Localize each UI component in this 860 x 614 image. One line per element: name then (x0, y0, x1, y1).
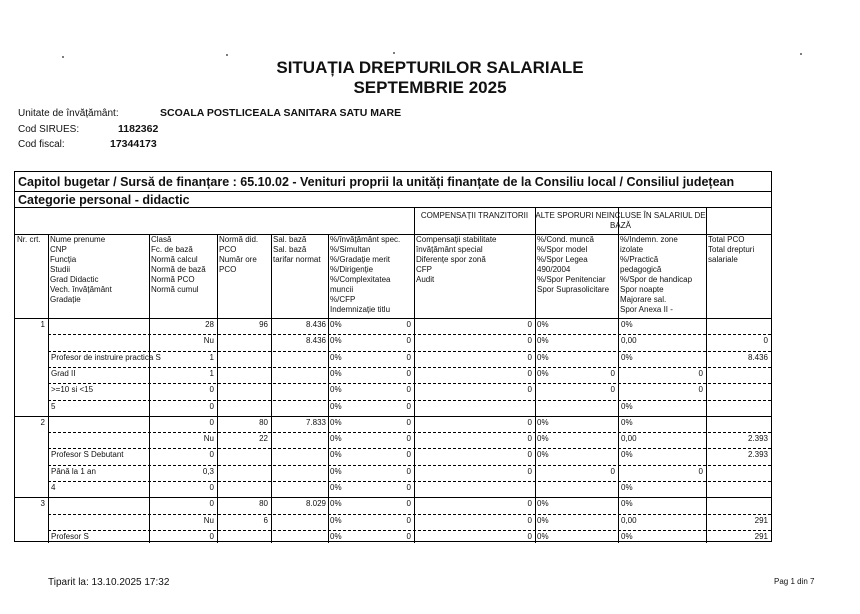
clasa-value: 0 (209, 531, 214, 541)
percent-amount: 0 (406, 417, 411, 427)
clasa-value: 0 (209, 385, 214, 395)
indemn-value: 0% (621, 352, 633, 362)
employee-detail: Profesor de instruire practica S (51, 352, 161, 362)
salary-value: 8.436 (305, 336, 326, 346)
clasa-value: 0 (209, 401, 214, 411)
employee-nr: 3 (40, 499, 45, 509)
column-header-pct: %/învățământ spec. %/Simultan %/Gradație merit %/Dirigenție %/Complexitatea muncii %/CFP Indemnizație titlu (330, 235, 401, 314)
percent-amount: 0 (406, 515, 411, 525)
document-period: SEPTEMBRIE 2025 (353, 78, 507, 97)
column-header-nume: Nume prenume CNP Funcția Studii Grad Didactic Vech. învățământ Gradație (50, 235, 112, 304)
percent-value: 0% (330, 368, 342, 378)
percent-value: 0% (330, 515, 342, 525)
clasa-value: 0 (209, 450, 214, 460)
compensatii-amount: 0 (527, 352, 532, 362)
compensatii-amount: 0 (527, 450, 532, 460)
norma-value: 80 (259, 417, 268, 427)
column-header-cond: %/Cond. muncă %/Spor model %/Spor Legea 490/2004 %/Spor Penitenciar Spor Suprasolicitare (537, 235, 610, 294)
percent-value: 0% (330, 401, 342, 411)
cond-amount: 0 (610, 466, 615, 476)
total-value: 291 (754, 531, 768, 541)
row-separator (48, 448, 771, 449)
capitol-bugetar: Capitol bugetar / Sursă de finanțare : 65.10.02 - Venituri proprii la unități finanțate de la Consiliu local / Consiliul județean (15, 172, 771, 192)
compensatii-amount: 0 (527, 320, 532, 329)
compensatii-amount: 0 (527, 531, 532, 541)
row-separator (48, 383, 771, 384)
cond-value: 0% (537, 336, 549, 346)
indemn-amount: 0 (698, 466, 703, 476)
percent-amount: 0 (406, 336, 411, 346)
row-separator (48, 514, 771, 515)
total-value: 0 (763, 336, 768, 346)
column-header-comp: Compensații stabilitate învățământ special Diferențe spor zonă CFP Audit (416, 235, 497, 284)
percent-amount: 0 (406, 499, 411, 509)
percent-value: 0% (330, 450, 342, 460)
percent-amount: 0 (406, 385, 411, 395)
indemn-value: 0% (621, 320, 633, 329)
compensatii-amount: 0 (527, 466, 532, 476)
clasa-value: Nu (203, 515, 214, 525)
percent-amount: 0 (406, 352, 411, 362)
employee-nr: 1 (40, 320, 45, 329)
compensatii-amount: 0 (527, 434, 532, 444)
document-title: SITUAȚIA DREPTURILOR SALARIALE (276, 58, 584, 77)
percent-amount: 0 (406, 368, 411, 378)
percent-value: 0% (330, 417, 342, 427)
fiscal-label: Cod fiscal: (18, 139, 65, 150)
sirues-label: Cod SIRUES: (18, 124, 80, 135)
compensatii-amount: 0 (527, 368, 532, 378)
page-number: Pag 1 din 7 (774, 577, 815, 586)
norma-value: 6 (263, 515, 268, 525)
compensatii-amount: 0 (527, 515, 532, 525)
indemn-value: 0% (621, 483, 633, 492)
percent-value: 0% (330, 385, 342, 395)
total-value: 8.436 (747, 352, 768, 362)
percent-value: 0% (330, 352, 342, 362)
indemn-value: 0,00 (621, 515, 637, 525)
indemn-value: 0% (621, 450, 633, 460)
indemn-value: 0,00 (621, 336, 637, 346)
row-separator (48, 432, 771, 433)
cond-value: 0% (537, 352, 549, 362)
compensatii-amount: 0 (527, 336, 532, 346)
row-separator (48, 351, 771, 352)
compensatii-amount: 0 (527, 499, 532, 509)
percent-amount: 0 (406, 483, 411, 492)
percent-value: 0% (330, 483, 342, 492)
column-header-indemn: %/Indemn. zone izolate %/Practică pedagogică %/Spor de handicap Spor noapte Majorare sal. Spor Anexa II - (620, 235, 693, 314)
clasa-value: 0 (209, 417, 214, 427)
column-header-sal: Sal. bază Sal. bază tarifar normat (273, 235, 321, 264)
header-bottom-line (15, 318, 771, 319)
percent-value: 0% (330, 531, 342, 541)
cond-value: 0% (537, 368, 549, 378)
row-separator (48, 400, 771, 401)
salary-value: 8.436 (305, 320, 326, 329)
cond-value: 0% (537, 515, 549, 525)
clasa-value: Nu (203, 336, 214, 346)
row-separator (48, 530, 771, 531)
cond-value: 0% (537, 499, 549, 509)
employee-nr: 2 (40, 417, 45, 427)
employee-detail: 5 (51, 401, 56, 411)
percent-amount: 0 (406, 531, 411, 541)
scan-speck (226, 54, 228, 56)
group-alte-sporuri: ALTE SPORURI NEINCLUSE ÎN SALARIUL DE BAZĂ (535, 211, 706, 230)
clasa-value: 0,3 (202, 466, 214, 476)
clasa-value: Nu (203, 434, 214, 444)
percent-amount: 0 (406, 434, 411, 444)
row-separator (48, 334, 771, 335)
column-header-clasa: Clasă Fc. de bază Normă calcul Normă de bază Normă PCO Normă cumul (151, 235, 206, 294)
norma-value: 96 (259, 320, 268, 329)
norma-value: 22 (259, 434, 268, 444)
percent-value: 0% (330, 434, 342, 444)
employee-detail: Până la 1 an (51, 466, 96, 476)
scan-speck (393, 52, 395, 54)
percent-value: 0% (330, 336, 342, 346)
percent-value: 0% (330, 466, 342, 476)
unitate-label: Unitate de învățământ: (18, 108, 119, 119)
salary-value: 8.029 (305, 499, 326, 509)
cond-value: 0% (537, 434, 549, 444)
categorie-personal: Categorie personal - didactic (15, 192, 771, 208)
employee-detail: Profesor S Debutant (51, 450, 124, 460)
percent-amount: 0 (406, 320, 411, 329)
cond-amount: 0 (610, 368, 615, 378)
salary-value: 7.833 (305, 417, 326, 427)
percent-amount: 0 (406, 450, 411, 460)
scan-speck (800, 53, 802, 55)
clasa-value: 0 (209, 483, 214, 492)
percent-value: 0% (330, 320, 342, 329)
column-divider (706, 208, 707, 543)
percent-amount: 0 (406, 401, 411, 411)
total-value: 2.393 (747, 450, 768, 460)
print-timestamp: Tiparit la: 13.10.2025 17:32 (48, 577, 170, 588)
indemn-value: 0% (621, 417, 633, 427)
group-compensatii: COMPENSAȚII TRANZITORII (420, 211, 529, 220)
compensatii-amount: 0 (527, 385, 532, 395)
fiscal-value: 17344173 (110, 138, 157, 150)
employee-separator (15, 416, 771, 417)
clasa-value: 1 (209, 368, 214, 378)
row-separator (48, 481, 771, 482)
clasa-value: 1 (209, 352, 214, 362)
employee-separator (15, 497, 771, 498)
employee-detail: Grad II (51, 368, 76, 378)
employee-detail: 4 (51, 483, 56, 492)
percent-amount: 0 (406, 466, 411, 476)
indemn-value: 0,00 (621, 434, 637, 444)
total-value: 2.393 (747, 434, 768, 444)
column-header-nr: Nr. crt. (17, 235, 41, 244)
column-header-total: Total PCO Total drepturi salariale (708, 235, 755, 264)
clasa-value: 28 (205, 320, 214, 329)
percent-value: 0% (330, 499, 342, 509)
norma-value: 80 (259, 499, 268, 509)
indemn-amount: 0 (698, 385, 703, 395)
sirues-value: 1182362 (118, 123, 159, 135)
cond-value: 0% (537, 531, 549, 541)
clasa-value: 0 (209, 499, 214, 509)
cond-amount: 0 (610, 385, 615, 395)
row-separator (48, 367, 771, 368)
compensatii-amount: 0 (527, 417, 532, 427)
indemn-value: 0% (621, 499, 633, 509)
unitate-value: SCOALA POSTLICEALA SANITARA SATU MARE (160, 107, 402, 119)
total-value: 291 (754, 515, 768, 525)
employee-detail: >=10 si <15 (51, 385, 94, 395)
cond-value: 0% (537, 417, 549, 427)
indemn-value: 0% (621, 401, 633, 411)
salary-table (14, 171, 772, 542)
employee-detail: Profesor S (51, 531, 89, 541)
indemn-amount: 0 (698, 368, 703, 378)
row-separator (48, 465, 771, 466)
cond-value: 0% (537, 450, 549, 460)
indemn-value: 0% (621, 531, 633, 541)
column-header-norma: Normă did. PCO Număr ore PCO (219, 235, 259, 274)
cond-value: 0% (537, 320, 549, 329)
